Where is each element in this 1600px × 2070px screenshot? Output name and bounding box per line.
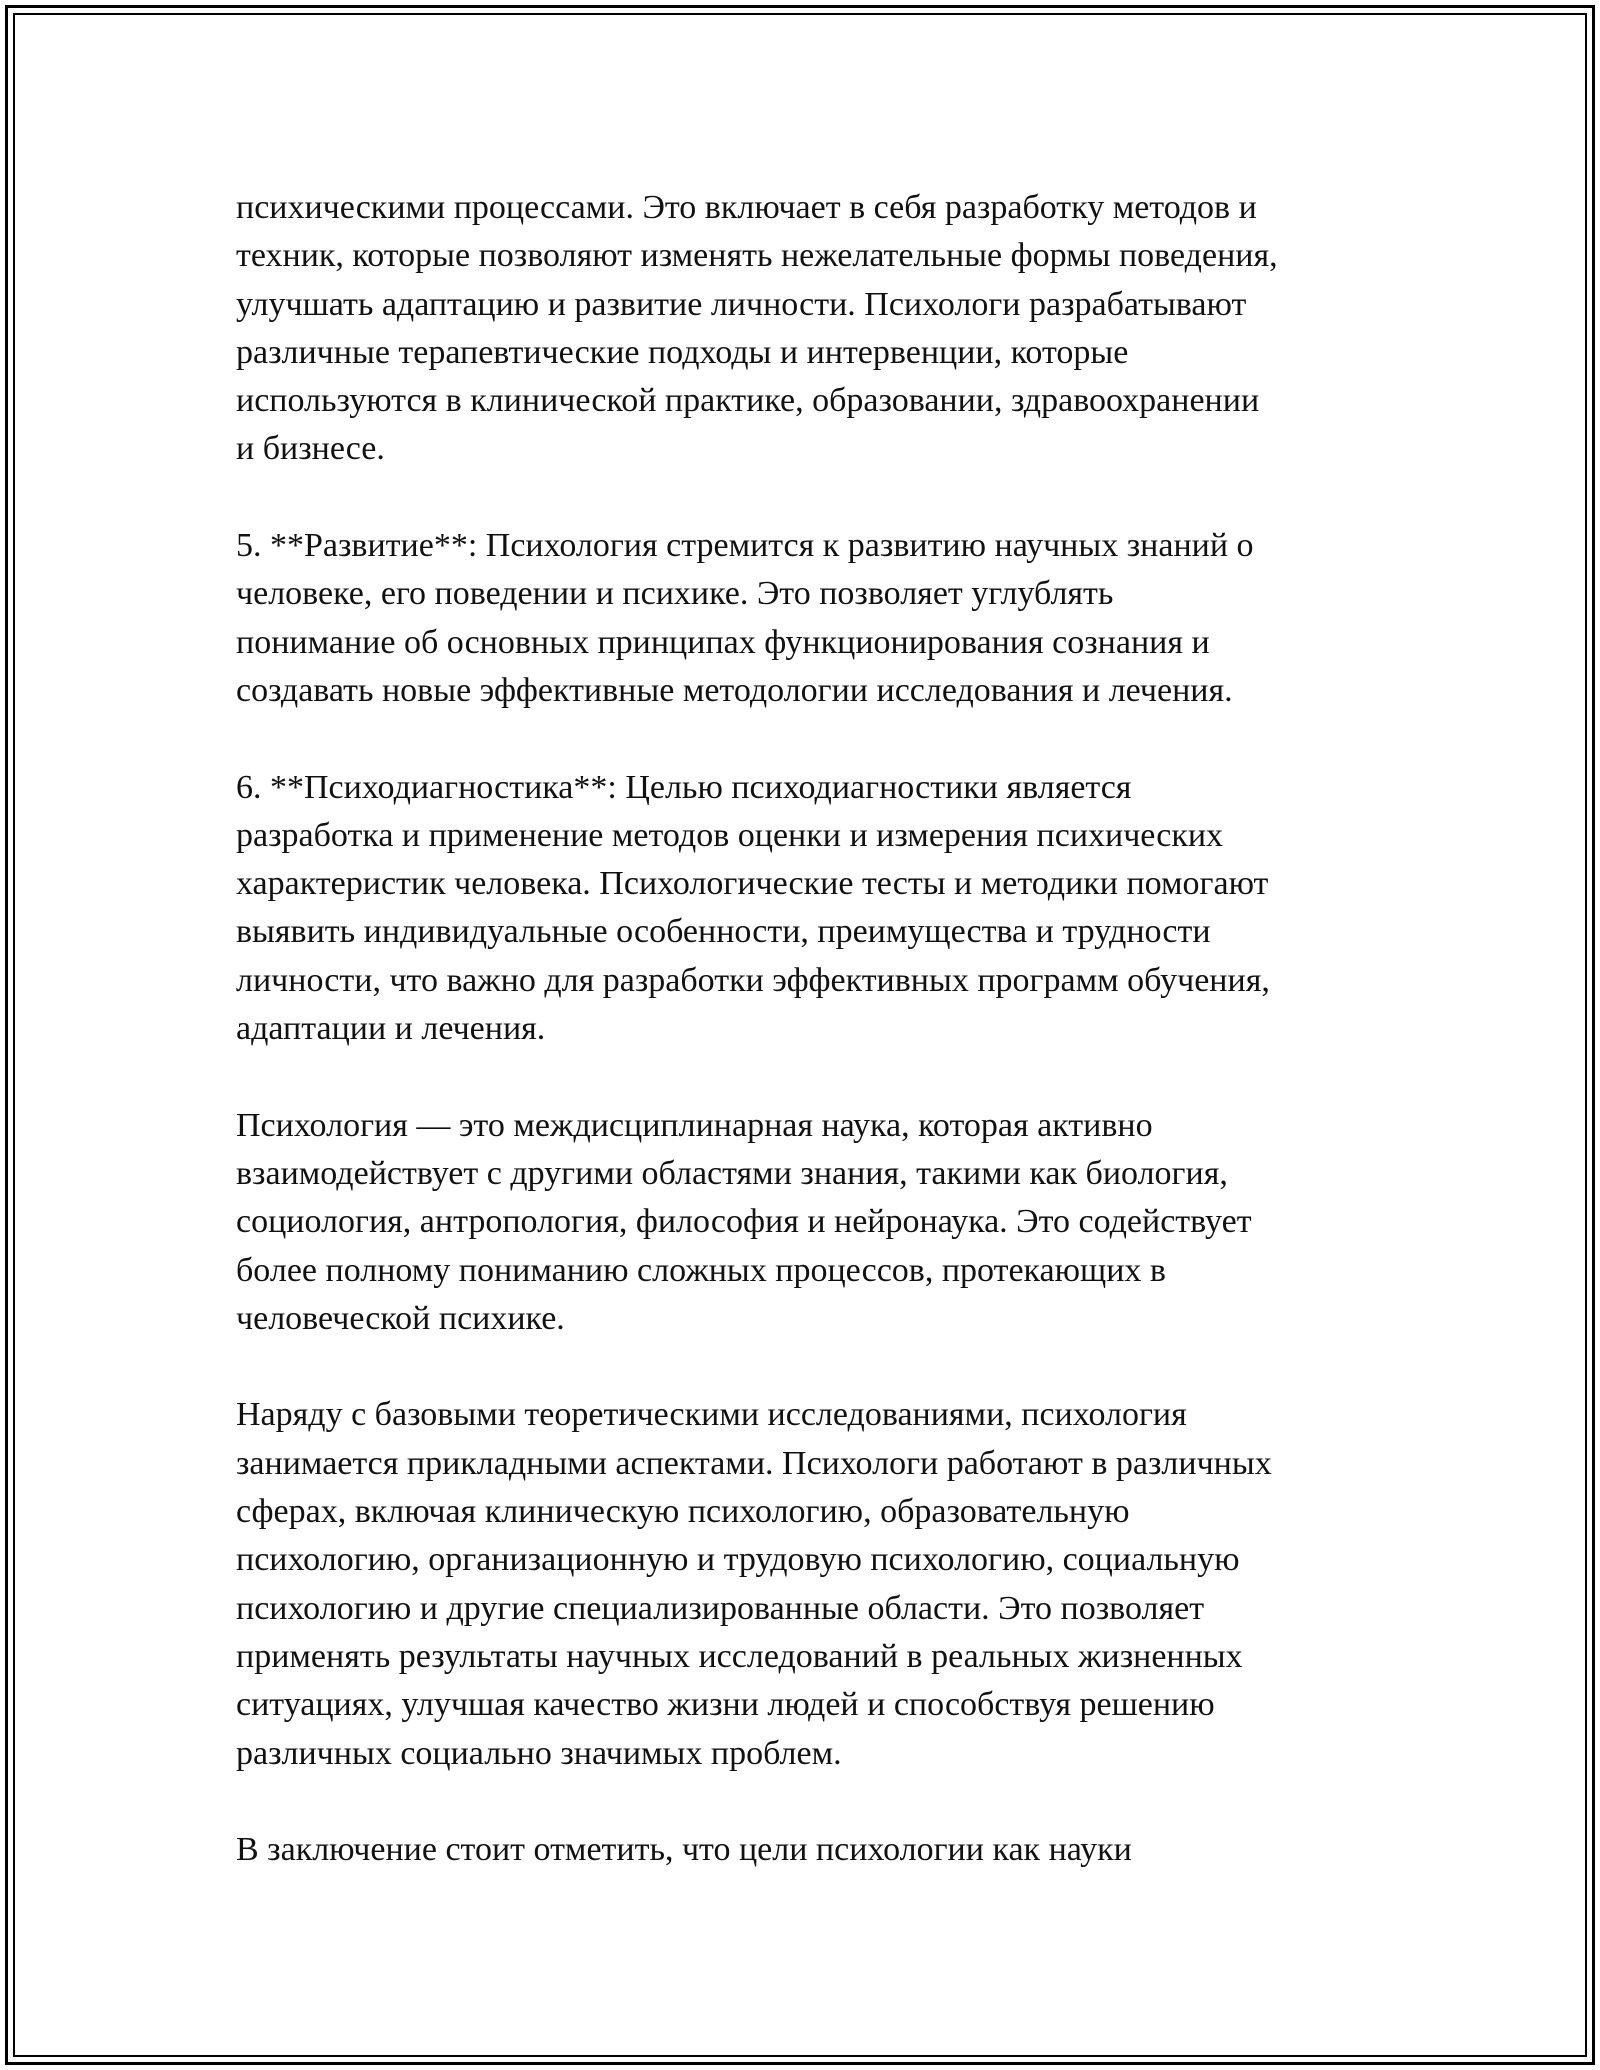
- paragraph-item-6-psychodiagnostics: [236, 764, 1396, 1054]
- paragraph-continuation: [236, 184, 1396, 474]
- paragraph-gap: [236, 1343, 1396, 1391]
- text-line: Наряду с базовыми теоретическими исследованиями, психология: [236, 1396, 1187, 1434]
- text-line: человеческой психике.: [236, 1299, 565, 1337]
- text-line: улучшать адаптацию и развитие личности. Психологи разрабатывают: [236, 285, 1247, 323]
- text-line: взаимодействует с другими областями знания, такими как биология,: [236, 1154, 1228, 1192]
- text-line: характеристик человека. Психологические тесты и методики помогают: [236, 865, 1269, 903]
- text-line: понимание об основных принципах функционирования сознания и: [236, 623, 1210, 661]
- paragraph-applied-aspects: [236, 1391, 1396, 1777]
- text-line: создавать новые эффективные методологии исследования и лечения.: [236, 671, 1233, 709]
- text-line: используются в клинической практике, образовании, здравоохранении: [236, 382, 1260, 420]
- text-line: человеке, его поведении и психике. Это позволяет углублять: [236, 575, 1114, 613]
- text-line: выявить индивидуальные особенности, преимущества и трудности: [236, 913, 1211, 951]
- text-line: занимается прикладными аспектами. Психологи работают в различных: [236, 1444, 1272, 1482]
- text-line: ситуациях, улучшая качество жизни людей и способствуя решению: [236, 1686, 1215, 1724]
- text-line: разработка и применение методов оценки и измерения психических: [236, 816, 1224, 854]
- paragraph-item-5-development: [236, 522, 1396, 715]
- text-line: психологию, организационную и трудовую психологию, социальную: [236, 1541, 1240, 1579]
- text-line: 6. **Психодиагностика**: Целью психодиагностики является: [236, 768, 1132, 806]
- text-line: 5. **Развитие**: Психология стремится к развитию научных знаний о: [236, 527, 1254, 565]
- paragraph-gap: [236, 1053, 1396, 1101]
- paragraph-gap: [236, 1778, 1396, 1826]
- paragraph-gap: [236, 474, 1396, 522]
- text-line: В заключение стоит отметить, что цели психологии как науки: [236, 1831, 1132, 1869]
- paragraph-gap: [236, 715, 1396, 763]
- paragraph-conclusion: [236, 1826, 1396, 1874]
- text-line: социология, антропология, философия и нейронаука. Это содействует: [236, 1203, 1252, 1241]
- text-line: сферах, включая клиническую психологию, образовательную: [236, 1493, 1130, 1531]
- text-line: различных социально значимых проблем.: [236, 1734, 842, 1772]
- text-line: психологию и другие специализированные области. Это позволяет: [236, 1589, 1205, 1627]
- paragraph-interdisciplinary: [236, 1102, 1396, 1343]
- document-body: [236, 184, 1396, 1874]
- text-line: личности, что важно для разработки эффективных программ обучения,: [236, 961, 1270, 999]
- text-line: психическими процессами. Это включает в себя разработку методов и: [236, 189, 1257, 226]
- text-line: применять результаты научных исследований в реальных жизненных: [236, 1637, 1243, 1675]
- text-line: техник, которые позволяют изменять нежелательные формы поведения,: [236, 237, 1278, 275]
- text-line: различные терапевтические подходы и интервенции, которые: [236, 333, 1129, 371]
- text-line: адаптации и лечения.: [236, 1010, 546, 1048]
- text-line: и бизнесе.: [236, 430, 385, 468]
- text-line: Психология — это междисциплинарная наука, которая активно: [236, 1106, 1153, 1144]
- text-line: более полному пониманию сложных процессов, протекающих в: [236, 1251, 1166, 1289]
